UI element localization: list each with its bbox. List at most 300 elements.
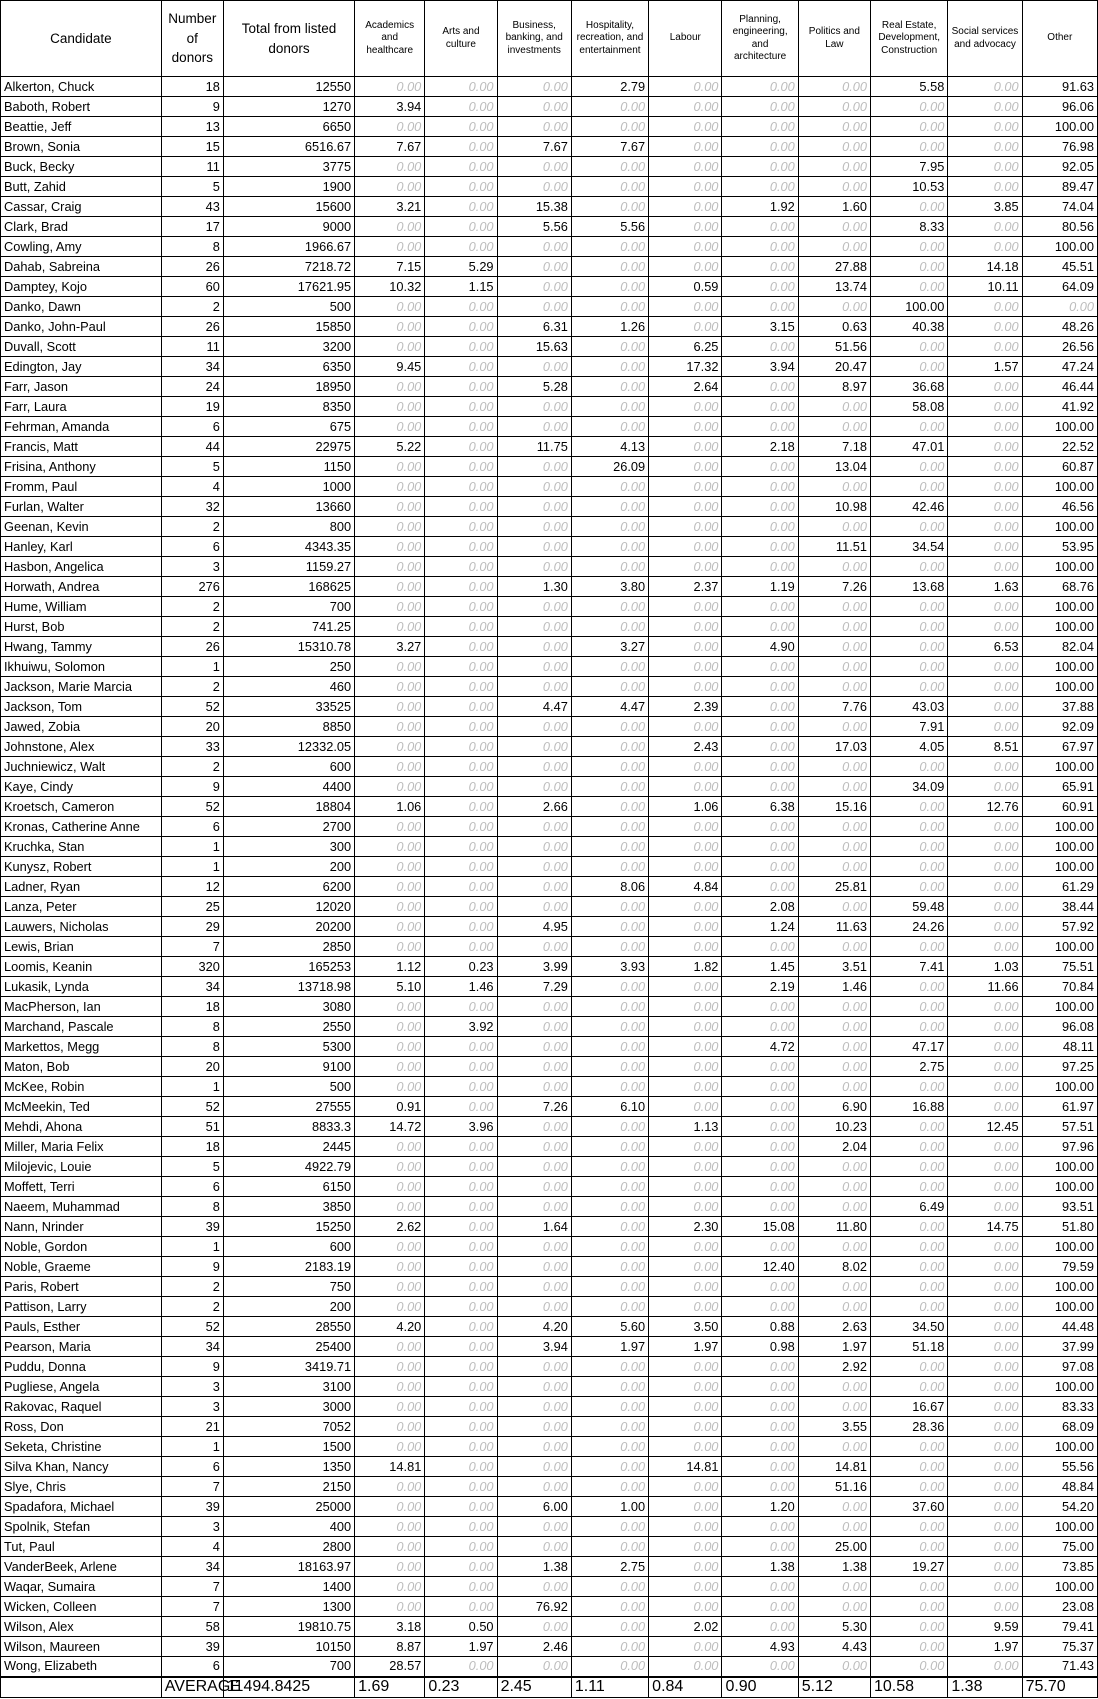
cell-arts: 0.00 — [425, 777, 497, 797]
cell-social: 0.00 — [948, 137, 1022, 157]
cell-total: 400 — [223, 1517, 354, 1537]
cell-other: 61.29 — [1022, 877, 1097, 897]
cell-labour: 0.00 — [649, 977, 722, 997]
cell-labour: 0.00 — [649, 1557, 722, 1577]
cell-labour: 0.00 — [649, 397, 722, 417]
cell-other: 100.00 — [1022, 557, 1097, 577]
cell-academics: 0.00 — [355, 1157, 425, 1177]
cell-social: 0.00 — [948, 437, 1022, 457]
cell-other: 68.09 — [1022, 1417, 1097, 1437]
table-row — [1, 177, 1098, 197]
cell-other: 96.08 — [1022, 1017, 1097, 1037]
header-business-banking: Business, banking, and investments — [497, 1, 571, 77]
cell-business: 5.56 — [497, 217, 571, 237]
cell-real-estate: 0.00 — [871, 1617, 948, 1637]
cell-planning: 0.00 — [722, 497, 798, 517]
cell-donors: 11 — [161, 157, 223, 177]
cell-politics: 0.00 — [798, 1237, 870, 1257]
cell-candidate: Damptey, Kojo — [1, 277, 162, 297]
cell-donors: 6 — [161, 1177, 223, 1197]
average-arts: 0.23 — [425, 1677, 497, 1698]
cell-arts: 0.00 — [425, 1077, 497, 1097]
cell-arts: 0.00 — [425, 297, 497, 317]
cell-other: 38.44 — [1022, 897, 1097, 917]
cell-planning: 0.00 — [722, 837, 798, 857]
cell-real-estate: 0.00 — [871, 1357, 948, 1377]
cell-academics: 3.21 — [355, 197, 425, 217]
cell-planning: 0.00 — [722, 937, 798, 957]
cell-labour: 0.00 — [649, 1017, 722, 1037]
cell-real-estate: 51.18 — [871, 1337, 948, 1357]
cell-total: 33525 — [223, 697, 354, 717]
cell-candidate: Hume, William — [1, 597, 162, 617]
table-row — [1, 417, 1098, 437]
cell-politics: 0.00 — [798, 417, 870, 437]
cell-real-estate: 0.00 — [871, 797, 948, 817]
average-academics: 1.69 — [355, 1677, 425, 1698]
cell-academics: 9.45 — [355, 357, 425, 377]
cell-candidate: Jawed, Zobia — [1, 717, 162, 737]
cell-hospitality: 0.00 — [571, 357, 648, 377]
cell-donors: 5 — [161, 177, 223, 197]
cell-planning: 0.00 — [722, 1377, 798, 1397]
cell-academics: 0.00 — [355, 1417, 425, 1437]
cell-academics: 7.15 — [355, 257, 425, 277]
cell-planning: 0.00 — [722, 657, 798, 677]
cell-business: 5.28 — [497, 377, 571, 397]
cell-real-estate: 100.00 — [871, 297, 948, 317]
cell-planning: 0.00 — [722, 1057, 798, 1077]
cell-candidate: Wilson, Alex — [1, 1617, 162, 1637]
cell-academics: 0.00 — [355, 617, 425, 637]
cell-candidate: Pugliese, Angela — [1, 1377, 162, 1397]
cell-hospitality: 0.00 — [571, 1457, 648, 1477]
cell-academics: 0.00 — [355, 517, 425, 537]
cell-other: 53.95 — [1022, 537, 1097, 557]
cell-academics: 0.00 — [355, 697, 425, 717]
cell-candidate: Brown, Sonia — [1, 137, 162, 157]
cell-real-estate: 0.00 — [871, 517, 948, 537]
cell-planning: 6.38 — [722, 797, 798, 817]
cell-hospitality: 0.00 — [571, 1617, 648, 1637]
cell-labour: 0.00 — [649, 1477, 722, 1497]
cell-politics: 0.00 — [798, 757, 870, 777]
cell-hospitality: 0.00 — [571, 337, 648, 357]
cell-planning: 0.00 — [722, 517, 798, 537]
cell-real-estate: 13.68 — [871, 577, 948, 597]
cell-labour: 0.00 — [649, 1297, 722, 1317]
cell-hospitality: 7.67 — [571, 137, 648, 157]
header-planning-engineering: Planning, engineering, and architecture — [722, 1, 798, 77]
cell-other: 100.00 — [1022, 1157, 1097, 1177]
cell-real-estate: 59.48 — [871, 897, 948, 917]
cell-real-estate: 2.75 — [871, 1057, 948, 1077]
cell-candidate: Hurst, Bob — [1, 617, 162, 637]
cell-planning: 0.00 — [722, 477, 798, 497]
cell-politics: 0.00 — [798, 177, 870, 197]
cell-labour: 0.00 — [649, 417, 722, 437]
header-labour: Labour — [649, 1, 722, 77]
cell-candidate: Paris, Robert — [1, 1277, 162, 1297]
cell-academics: 0.00 — [355, 677, 425, 697]
cell-candidate: Juchniewicz, Walt — [1, 757, 162, 777]
cell-business: 15.38 — [497, 197, 571, 217]
cell-total: 500 — [223, 297, 354, 317]
cell-politics: 0.00 — [798, 657, 870, 677]
cell-hospitality: 0.00 — [571, 1657, 648, 1677]
cell-planning: 1.24 — [722, 917, 798, 937]
cell-other: 91.63 — [1022, 77, 1097, 97]
cell-business: 0.00 — [497, 277, 571, 297]
cell-candidate: Kronas, Catherine Anne — [1, 817, 162, 837]
cell-hospitality: 0.00 — [571, 1157, 648, 1177]
cell-hospitality: 0.00 — [571, 1137, 648, 1157]
cell-total: 12020 — [223, 897, 354, 917]
cell-academics: 0.00 — [355, 217, 425, 237]
cell-real-estate: 0.00 — [871, 1017, 948, 1037]
cell-planning: 4.72 — [722, 1037, 798, 1057]
table-row — [1, 1657, 1098, 1677]
cell-arts: 0.23 — [425, 957, 497, 977]
table-row — [1, 77, 1098, 97]
cell-total: 1159.27 — [223, 557, 354, 577]
cell-other: 79.41 — [1022, 1617, 1097, 1637]
cell-real-estate: 36.68 — [871, 377, 948, 397]
cell-business: 0.00 — [497, 1177, 571, 1197]
cell-donors: 9 — [161, 1257, 223, 1277]
cell-politics: 0.00 — [798, 397, 870, 417]
cell-candidate: Horwath, Andrea — [1, 577, 162, 597]
cell-business: 0.00 — [497, 117, 571, 137]
table-row — [1, 1037, 1098, 1057]
cell-labour: 0.00 — [649, 1177, 722, 1197]
cell-candidate: Lanza, Peter — [1, 897, 162, 917]
cell-other: 26.56 — [1022, 337, 1097, 357]
cell-business: 1.30 — [497, 577, 571, 597]
table-row — [1, 397, 1098, 417]
cell-total: 15850 — [223, 317, 354, 337]
cell-politics: 7.76 — [798, 697, 870, 717]
cell-politics: 0.00 — [798, 1377, 870, 1397]
cell-social: 0.00 — [948, 1077, 1022, 1097]
cell-social: 0.00 — [948, 597, 1022, 617]
cell-social: 10.11 — [948, 277, 1022, 297]
cell-arts: 0.00 — [425, 477, 497, 497]
cell-donors: 1 — [161, 1077, 223, 1097]
cell-total: 675 — [223, 417, 354, 437]
cell-total: 1966.67 — [223, 237, 354, 257]
cell-hospitality: 26.09 — [571, 457, 648, 477]
table-row — [1, 757, 1098, 777]
average-candidate — [1, 1677, 162, 1698]
cell-donors: 39 — [161, 1217, 223, 1237]
cell-academics: 0.00 — [355, 1177, 425, 1197]
cell-labour: 0.00 — [649, 1037, 722, 1057]
cell-business: 0.00 — [497, 1057, 571, 1077]
cell-candidate: Danko, Dawn — [1, 297, 162, 317]
cell-planning: 0.00 — [722, 457, 798, 477]
cell-labour: 0.00 — [649, 1597, 722, 1617]
cell-academics: 0.00 — [355, 1497, 425, 1517]
cell-real-estate: 24.26 — [871, 917, 948, 937]
cell-academics: 0.00 — [355, 1297, 425, 1317]
cell-planning: 0.00 — [722, 1357, 798, 1377]
cell-candidate: Pattison, Larry — [1, 1297, 162, 1317]
cell-politics: 0.00 — [798, 557, 870, 577]
cell-planning: 0.00 — [722, 77, 798, 97]
cell-labour: 0.00 — [649, 1057, 722, 1077]
cell-arts: 0.00 — [425, 557, 497, 577]
table-row — [1, 297, 1098, 317]
cell-social: 0.00 — [948, 1177, 1022, 1197]
cell-business: 0.00 — [497, 1417, 571, 1437]
cell-real-estate: 0.00 — [871, 557, 948, 577]
table-row — [1, 857, 1098, 877]
cell-arts: 0.00 — [425, 1557, 497, 1577]
cell-total: 600 — [223, 757, 354, 777]
table-row — [1, 717, 1098, 737]
cell-total: 6650 — [223, 117, 354, 137]
cell-planning: 0.00 — [722, 737, 798, 757]
cell-candidate: Ikhuiwu, Solomon — [1, 657, 162, 677]
cell-total: 1300 — [223, 1597, 354, 1617]
cell-academics: 0.00 — [355, 1357, 425, 1377]
cell-candidate: Seketa, Christine — [1, 1437, 162, 1457]
cell-labour: 0.00 — [649, 1357, 722, 1377]
cell-other: 54.20 — [1022, 1497, 1097, 1517]
cell-social: 0.00 — [948, 1557, 1022, 1577]
average-politics: 5.12 — [798, 1677, 870, 1698]
cell-academics: 0.00 — [355, 1597, 425, 1617]
cell-donors: 6 — [161, 417, 223, 437]
cell-hospitality: 0.00 — [571, 1397, 648, 1417]
cell-candidate: Loomis, Keanin — [1, 957, 162, 977]
cell-social: 0.00 — [948, 457, 1022, 477]
cell-candidate: Spadafora, Michael — [1, 1497, 162, 1517]
cell-hospitality: 2.75 — [571, 1557, 648, 1577]
cell-social: 0.00 — [948, 1417, 1022, 1437]
cell-labour: 0.00 — [649, 257, 722, 277]
cell-politics: 8.97 — [798, 377, 870, 397]
average-business: 2.45 — [497, 1677, 571, 1698]
table-body — [1, 77, 1098, 1677]
table-row — [1, 1097, 1098, 1117]
cell-other: 83.33 — [1022, 1397, 1097, 1417]
cell-politics: 0.63 — [798, 317, 870, 337]
cell-other: 92.05 — [1022, 157, 1097, 177]
cell-arts: 0.00 — [425, 197, 497, 217]
cell-politics: 11.80 — [798, 1217, 870, 1237]
table-row — [1, 1457, 1098, 1477]
cell-business: 0.00 — [497, 97, 571, 117]
cell-academics: 0.91 — [355, 1097, 425, 1117]
cell-politics: 0.00 — [798, 77, 870, 97]
cell-hospitality: 0.00 — [571, 1277, 648, 1297]
cell-other: 60.91 — [1022, 797, 1097, 817]
cell-politics: 0.00 — [798, 1497, 870, 1517]
cell-total: 2183.19 — [223, 1257, 354, 1277]
cell-real-estate: 28.36 — [871, 1417, 948, 1437]
cell-planning: 0.00 — [722, 1297, 798, 1317]
cell-other: 82.04 — [1022, 637, 1097, 657]
cell-politics: 0.00 — [798, 937, 870, 957]
cell-hospitality: 0.00 — [571, 1177, 648, 1197]
cell-real-estate: 0.00 — [871, 617, 948, 637]
cell-arts: 0.00 — [425, 797, 497, 817]
cell-candidate: Danko, John-Paul — [1, 317, 162, 337]
cell-labour: 0.00 — [649, 1397, 722, 1417]
cell-labour: 0.00 — [649, 757, 722, 777]
cell-candidate: Fehrman, Amanda — [1, 417, 162, 437]
cell-hospitality: 0.00 — [571, 1377, 648, 1397]
cell-hospitality: 0.00 — [571, 757, 648, 777]
cell-business: 0.00 — [497, 1357, 571, 1377]
cell-other: 100.00 — [1022, 657, 1097, 677]
table-row — [1, 197, 1098, 217]
cell-politics: 0.00 — [798, 1177, 870, 1197]
cell-labour: 0.00 — [649, 597, 722, 617]
table-row — [1, 257, 1098, 277]
cell-hospitality: 0.00 — [571, 777, 648, 797]
cell-politics: 13.74 — [798, 277, 870, 297]
cell-other: 70.84 — [1022, 977, 1097, 997]
cell-labour: 0.00 — [649, 217, 722, 237]
cell-politics: 25.00 — [798, 1537, 870, 1557]
cell-labour: 0.00 — [649, 197, 722, 217]
cell-academics: 0.00 — [355, 717, 425, 737]
cell-planning: 0.00 — [722, 557, 798, 577]
cell-candidate: Slye, Chris — [1, 1477, 162, 1497]
table-row — [1, 1177, 1098, 1197]
cell-real-estate: 5.58 — [871, 77, 948, 97]
cell-academics: 1.06 — [355, 797, 425, 817]
cell-labour: 0.00 — [649, 1417, 722, 1437]
cell-donors: 6 — [161, 817, 223, 837]
cell-labour: 0.00 — [649, 677, 722, 697]
cell-donors: 20 — [161, 1057, 223, 1077]
cell-arts: 0.00 — [425, 917, 497, 937]
table-row — [1, 917, 1098, 937]
cell-donors: 26 — [161, 637, 223, 657]
cell-social: 0.00 — [948, 857, 1022, 877]
cell-donors: 3 — [161, 1517, 223, 1537]
cell-planning: 0.00 — [722, 1597, 798, 1617]
cell-total: 13718.98 — [223, 977, 354, 997]
header-academics-healthcare: Academics and healthcare — [355, 1, 425, 77]
cell-business: 0.00 — [497, 417, 571, 437]
cell-other: 100.00 — [1022, 1077, 1097, 1097]
cell-real-estate: 0.00 — [871, 1237, 948, 1257]
cell-real-estate: 7.95 — [871, 157, 948, 177]
cell-real-estate: 58.08 — [871, 397, 948, 417]
cell-total: 750 — [223, 1277, 354, 1297]
cell-hospitality: 3.80 — [571, 577, 648, 597]
cell-academics: 7.67 — [355, 137, 425, 157]
cell-labour: 0.00 — [649, 717, 722, 737]
table-row — [1, 1477, 1098, 1497]
cell-arts: 0.00 — [425, 817, 497, 837]
cell-real-estate: 16.88 — [871, 1097, 948, 1117]
cell-hospitality: 5.56 — [571, 217, 648, 237]
cell-labour: 0.00 — [649, 137, 722, 157]
table-row — [1, 837, 1098, 857]
cell-hospitality: 4.13 — [571, 437, 648, 457]
cell-business: 0.00 — [497, 1197, 571, 1217]
cell-candidate: Hanley, Karl — [1, 537, 162, 557]
cell-arts: 0.00 — [425, 1037, 497, 1057]
cell-academics: 0.00 — [355, 1137, 425, 1157]
cell-academics: 0.00 — [355, 397, 425, 417]
cell-planning: 0.00 — [722, 257, 798, 277]
average-labour: 0.84 — [649, 1677, 722, 1698]
cell-donors: 1 — [161, 657, 223, 677]
cell-arts: 0.00 — [425, 1217, 497, 1237]
cell-other: 100.00 — [1022, 417, 1097, 437]
cell-donors: 19 — [161, 397, 223, 417]
cell-arts: 0.00 — [425, 757, 497, 777]
cell-social: 0.00 — [948, 1597, 1022, 1617]
cell-politics: 0.00 — [798, 1597, 870, 1617]
cell-academics: 0.00 — [355, 817, 425, 837]
cell-other: 48.84 — [1022, 1477, 1097, 1497]
cell-labour: 0.00 — [649, 237, 722, 257]
cell-hospitality: 0.00 — [571, 997, 648, 1017]
cell-donors: 1 — [161, 857, 223, 877]
cell-hospitality: 1.26 — [571, 317, 648, 337]
cell-other: 100.00 — [1022, 937, 1097, 957]
cell-business: 0.00 — [497, 1277, 571, 1297]
cell-real-estate: 0.00 — [871, 417, 948, 437]
cell-arts: 0.00 — [425, 877, 497, 897]
cell-real-estate: 0.00 — [871, 1537, 948, 1557]
cell-donors: 51 — [161, 1117, 223, 1137]
cell-total: 2800 — [223, 1537, 354, 1557]
cell-politics: 0.00 — [798, 637, 870, 657]
cell-hospitality: 0.00 — [571, 1077, 648, 1097]
cell-labour: 0.00 — [649, 1377, 722, 1397]
cell-candidate: MacPherson, Ian — [1, 997, 162, 1017]
header-real-estate: Real Estate, Development, Construction — [871, 1, 948, 77]
cell-candidate: Johnstone, Alex — [1, 737, 162, 757]
cell-total: 15600 — [223, 197, 354, 217]
cell-arts: 0.00 — [425, 437, 497, 457]
cell-business: 3.94 — [497, 1337, 571, 1357]
cell-total: 600 — [223, 1237, 354, 1257]
cell-arts: 0.00 — [425, 417, 497, 437]
cell-hospitality: 0.00 — [571, 817, 648, 837]
cell-donors: 5 — [161, 457, 223, 477]
cell-hospitality: 0.00 — [571, 397, 648, 417]
cell-labour: 17.32 — [649, 357, 722, 377]
cell-other: 97.08 — [1022, 1357, 1097, 1377]
cell-other: 100.00 — [1022, 1377, 1097, 1397]
cell-planning: 0.00 — [722, 1077, 798, 1097]
cell-academics: 0.00 — [355, 477, 425, 497]
cell-business: 0.00 — [497, 777, 571, 797]
cell-social: 11.66 — [948, 977, 1022, 997]
cell-labour: 0.00 — [649, 477, 722, 497]
average-planning: 0.90 — [722, 1677, 798, 1698]
cell-real-estate: 0.00 — [871, 1637, 948, 1657]
cell-planning: 0.00 — [722, 1477, 798, 1497]
cell-labour: 0.00 — [649, 1157, 722, 1177]
cell-politics: 0.00 — [798, 997, 870, 1017]
cell-social: 0.00 — [948, 217, 1022, 237]
cell-business: 0.00 — [497, 1037, 571, 1057]
cell-politics: 1.97 — [798, 1337, 870, 1357]
cell-real-estate: 0.00 — [871, 1157, 948, 1177]
cell-business: 11.75 — [497, 437, 571, 457]
